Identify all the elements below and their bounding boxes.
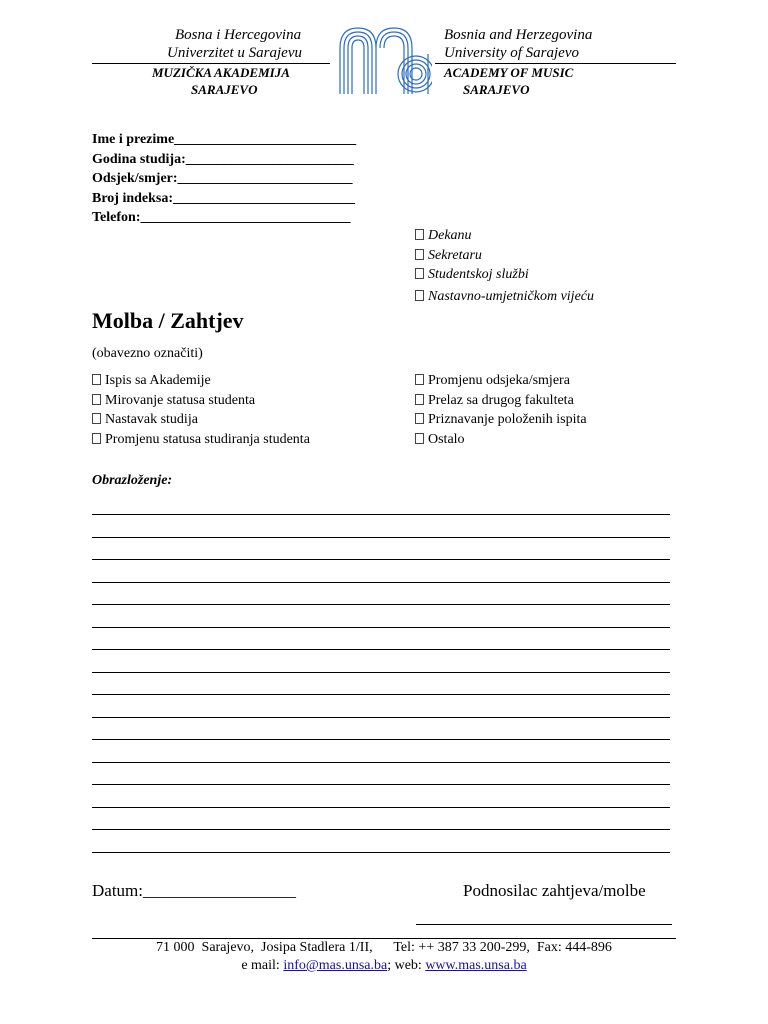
field-name-label: Ime i prezime <box>92 132 175 147</box>
recipient-secretary-label: Sekretaru <box>428 248 482 263</box>
writing-line[interactable] <box>92 784 670 785</box>
recipient-council[interactable] <box>415 289 594 305</box>
field-phone <box>92 208 356 228</box>
header-rule-left <box>92 63 330 64</box>
checkbox-icon[interactable] <box>92 433 101 444</box>
checkbox-icon[interactable] <box>92 374 101 385</box>
option-transfer[interactable] <box>415 391 587 411</box>
checkbox-icon[interactable] <box>415 229 424 240</box>
field-index <box>92 189 356 209</box>
writing-line[interactable] <box>92 559 670 560</box>
checkbox-icon[interactable] <box>415 413 424 424</box>
footer-web-link[interactable]: www.mas.unsa.ba <box>425 958 527 973</box>
writing-line[interactable] <box>92 762 670 763</box>
footer-contact <box>92 958 676 974</box>
option-status-freeze[interactable] <box>92 391 310 411</box>
checkbox-icon[interactable] <box>415 249 424 260</box>
field-phone-label: Telefon: <box>92 210 141 225</box>
writing-line[interactable] <box>92 649 670 650</box>
footer-rule <box>92 938 676 939</box>
options-right <box>415 371 587 449</box>
option-status-change-label: Promjenu statusa studiranja studenta <box>105 431 310 447</box>
mandatory-note: (obavezno označiti) <box>92 346 203 361</box>
recipient-dean[interactable] <box>415 228 472 244</box>
writing-line[interactable] <box>92 852 670 853</box>
signature-label: Podnosilac zahtjeva/molbe <box>463 881 646 900</box>
date-field <box>92 881 296 901</box>
academy-logo-icon <box>336 24 432 96</box>
header-left-line3: MUZIČKA AKADEMIJA <box>152 65 290 80</box>
signature-line[interactable] <box>416 924 672 925</box>
header-right-line4: SARAJEVO <box>463 82 530 97</box>
field-department-label: Odsjek/smjer: <box>92 171 178 186</box>
writing-line[interactable] <box>92 627 670 628</box>
header-right-line3: ACADEMY OF MUSIC <box>444 65 574 80</box>
option-department-change-label: Promjenu odsjeka/smjera <box>428 373 570 388</box>
explanation-label: Obrazloženje: <box>92 473 173 488</box>
field-index-blank[interactable]: __________________________ <box>173 190 356 206</box>
student-fields <box>92 130 356 228</box>
footer-address: 71 000 Sarajevo, Josipa Stadlera 1/II, Tel: ++ 387 33 200-299, Fax: 444-896 <box>156 940 612 955</box>
writing-line[interactable] <box>92 514 670 515</box>
field-name-blank[interactable]: __________________________ <box>174 132 357 147</box>
writing-line[interactable] <box>92 829 670 830</box>
option-withdrawal-label: Ispis sa Akademije <box>105 373 211 388</box>
field-year-blank[interactable]: ________________________ <box>185 151 354 167</box>
field-department <box>92 169 356 189</box>
checkbox-icon[interactable] <box>92 413 101 424</box>
options-left <box>92 371 310 449</box>
writing-line[interactable] <box>92 694 670 695</box>
header-left-line4: SARAJEVO <box>191 82 258 97</box>
checkbox-icon[interactable] <box>415 290 424 301</box>
field-name <box>92 130 356 150</box>
writing-line[interactable] <box>92 537 670 538</box>
checkbox-icon[interactable] <box>415 394 424 405</box>
recipient-secretary[interactable] <box>415 248 482 264</box>
option-other-label: Ostalo <box>428 431 465 447</box>
field-department-blank[interactable]: _________________________ <box>177 171 353 186</box>
footer-email-link[interactable]: info@mas.unsa.ba <box>283 958 388 973</box>
writing-line[interactable] <box>92 672 670 673</box>
option-status-change[interactable] <box>92 430 310 450</box>
date-label: Datum: <box>92 881 143 900</box>
header-right-line2: University of Sarajevo <box>444 45 579 61</box>
writing-line[interactable] <box>92 604 670 605</box>
option-exam-recognition[interactable] <box>415 410 587 430</box>
writing-line[interactable] <box>92 807 670 808</box>
field-phone-blank[interactable]: ______________________________ <box>140 210 351 225</box>
checkbox-icon[interactable] <box>415 268 424 279</box>
recipient-student-services[interactable] <box>415 267 529 283</box>
writing-line[interactable] <box>92 739 670 740</box>
recipient-dean-label: Dekanu <box>428 228 472 243</box>
field-year <box>92 150 356 170</box>
writing-line[interactable] <box>92 582 670 583</box>
recipient-council-label: Nastavno-umjetničkom vijeću <box>428 289 595 304</box>
page-title: Molba / Zahtjev <box>92 308 244 333</box>
option-continuation-label: Nastavak studija <box>105 412 198 427</box>
option-exam-recognition-label: Priznavanje položenih ispita <box>428 412 587 427</box>
footer-web-prefix: ; web: <box>387 958 426 973</box>
field-index-label: Broj indeksa: <box>92 190 174 206</box>
checkbox-icon[interactable] <box>92 394 101 405</box>
option-status-freeze-label: Mirovanje statusa studenta <box>105 392 256 408</box>
header-left-line1: Bosna i Hercegovina <box>175 27 302 43</box>
option-transfer-label: Prelaz sa drugog fakulteta <box>428 392 574 408</box>
option-department-change[interactable] <box>415 371 587 391</box>
checkbox-icon[interactable] <box>415 433 424 444</box>
date-blank[interactable]: __________________ <box>143 881 296 900</box>
header-right-line1: Bosnia and Herzegovina <box>444 27 593 43</box>
checkbox-icon[interactable] <box>415 374 424 385</box>
header-rule-right <box>435 63 676 64</box>
option-other[interactable] <box>415 430 587 450</box>
header-left-line2: Univerzitet u Sarajevu <box>167 45 302 61</box>
writing-line[interactable] <box>92 717 670 718</box>
option-withdrawal[interactable] <box>92 371 310 391</box>
option-continuation[interactable] <box>92 410 310 430</box>
field-year-label: Godina studija: <box>92 151 186 167</box>
recipient-student-services-label: Studentskoj službi <box>428 267 529 282</box>
footer-email-prefix: e mail: <box>241 958 284 973</box>
